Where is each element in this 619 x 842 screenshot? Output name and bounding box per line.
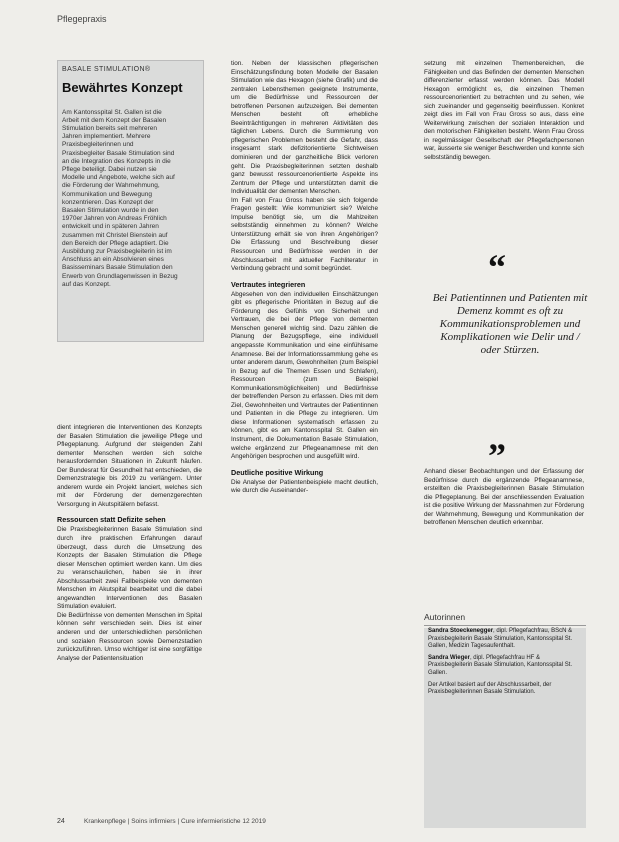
col3-paragraph-1: setzung mit einzelnen Themenbereichen, die Fähigkeiten und das Befinden der dementen Menschen differenzierter erfasst werden können. Das Modell Hexagon ermöglicht es, die einzelnen Themen ressourcenorientiert zu betrachten und zu sehen, wie sich zueinander und gegenseitig beeinflussen. Konkret zeigt dies im Fall von Frau Gross so aus, dass eine Weiterwirkung zwischen der sozialen Interaktion und den motorischen Fähigkeiten besteht. Wenn Frau Gross in regelmässiger Gesellschaft der Pflegefachpersonen war, äusserte sie weniger Beschwerden und konnte sich selbstständig bewegen.	[424, 60, 584, 162]
author-1-name: Sandra Stoeckenegger	[428, 628, 494, 634]
author-2	[424, 655, 586, 678]
authors-title: Autorinnen	[424, 612, 466, 622]
column-2	[231, 60, 378, 496]
col2-paragraph-4: Die Analyse der Patientenbeispiele macht deutlich, wie durch die Auseinander-	[231, 478, 378, 495]
col2-heading-2: Deutliche positive Wirkung	[231, 467, 324, 477]
author-2-name: Sandra Wieger	[428, 654, 470, 661]
authors-note: Der Artikel basiert auf der Abschlussarbeit, der Praxisbegleiterinnen Basale Stimulation.	[428, 681, 552, 696]
column-3-lower	[424, 468, 584, 528]
pull-quote: Bei Patientinnen und Patienten mit Demenz kommt es oft zu Kommunikationsproblemen und Komplikationen wie Delir und / oder Stürzen.	[432, 292, 588, 356]
box-kicker: BASALE STIMULATION®	[62, 66, 151, 73]
section-header: Pflegepraxis	[57, 14, 107, 24]
footer-magazine: Krankenpflege | Soins infirmiers | Cure infermieristiche 12 2019	[84, 818, 266, 825]
col1-paragraph-1: dient integrieren die Interventionen des Konzepts der Basalen Stimulation die jeweilige Pflege und Pflegeplanung. Aufgrund der steigenden Zahl dementer Menschen werden sich solche herausfordernden Situationen in Zukunft häufen. Der Bundesrat für Gesundheit hat entschieden, die Demenzstrategie bis 2019 zu verlängern. Unter anderem wurde ein Projekt lanciert, welches sich mit der Förderung der demenzgerechten Versorgung in Akutspitälern befasst.	[57, 424, 202, 508]
authors-divider	[424, 625, 586, 626]
quote-open-mark: “	[488, 247, 506, 287]
col2-paragraph-3: Abgesehen von den individuellen Einschätzungen gibt es pflegerische Prioritäten in Bezug auf die Förderung des Gefühls von Sicherheit und Vertrauen, die bei der Pflege von dementen Menschen generell wichtig sind. Dazu zählen die Planung der Bezugspflege, eine individuell angepasste Kommunikation und eine einfühlsame Anamnese. Bei der Informationssammlung gehe es unter anderem darum, Gewohnheiten (zum Beispiel in Bezug auf die Themen Essen und Schlafen), Ressourcen (zum Beispiel Kommunikationsmöglichkeiten) und Bedürfnisse der betreffenden Person zu erfassen. Dies mit dem Ziel, Gewohnheiten und Vertrautes der Patientinnen und Patienten in die Pflege zu integrieren. Um diese Informationen systematisch erfassen zu können, gibt es am Kantonsspital St. Gallen ein Instrument, die Dokumentation Basale Stimulation, welche ergänzend zur Pflegeanamnese mit den Angehörigen besprochen und ausgefüllt wird.	[231, 290, 378, 461]
column-1	[57, 424, 202, 663]
author-2-text: , dipl. Pflegefachfrau HF & Praxisbegleiterin Basale Stimulation, Kantonsspital St. Gallen.	[428, 654, 573, 676]
page-number: 24	[57, 818, 65, 825]
col3-paragraph-2: Anhand dieser Beobachtungen und der Erfassung der Bedürfnisse durch die ergänzende Pflegeanamnese, erstellten die Praxisbegleiterinnen Basale Stimulation die Pflegeplanung. Bei der anschliessenden Evaluation ist die positive Wirkung der Massnahmen zur Förderung der Wahrnehmung, Bewegung und Kommunikation der betroffenen Menschen deutlich erkennbar.	[424, 468, 584, 527]
quote-close-mark: ”	[488, 436, 506, 476]
col1-paragraph-2: Die Praxisbegleiterinnen Basale Stimulation sind durch ihre praktischen Erfahrungen darauf überzeugt, dass durch die Umsetzung des Konzepts der Basalen Stimulation die Pflege dieser Menschen optimiert werden kann. Um dies zu veranschaulichen, haben sie in ihrer Abschlussarbeit zwei Fallbeispiele von dementen Menschen im Akutspital bearbeitet und die dabei angewandten Interventionen des Basalen Stimulation evaluiert.	[57, 526, 202, 611]
col2-heading-1: Vertrautes integrieren	[231, 279, 306, 289]
col2-paragraph-2: Im Fall von Frau Gross haben sie sich folgende Fragen gestellt: Wie kommuniziert sie? Welche Impulse benötigt sie, um die Mahlzeiten selbstständig einnehmen zu können? Welche Unterstützung erhält sie von ihren Angehörigen? Die Erfassung und Beschreibung dieser Ressourcen und Bedürfnisse werden in der Abschlussarbeit mit aktueller Fachliteratur in Verbindung gebracht und somit begründet.	[231, 196, 378, 273]
authors-box	[424, 628, 586, 828]
column-3	[424, 60, 584, 163]
box-intro: Am Kantonsspital St. Gallen ist die Arbeit mit dem Konzept der Basalen Stimulation bereits seit mehreren Jahren implementiert. Mehrere Praxisbegleiterinnen und Praxisbegleiter Basale Stimulation sind an die Integration des Konzepts in die Pflege beteiligt. Dabei nutzen sie Modelle und Angebote, welche sich auf die Förderung der Wahrnehmung, Kommunikation und Bewegung konzentrieren. Das Konzept der Basalen Stimulation wurde in den 1970er Jahren von Andreas Fröhlich entwickelt und in späteren Jahren zusammen mit Christel Bienstein auf den Bereich der Pflege adaptiert. Die Ausbildung zur Praxisbegleiterin ist im Anschluss an ein Absolvieren eines Basisseminars Basale Stimulation den Erwerb von Grundlagenwissen in Bezug auf das Konzept.	[62, 108, 178, 288]
box-title: Bewährtes Konzept	[62, 80, 183, 95]
col1-heading: Ressourcen statt Defizite sehen	[57, 515, 166, 525]
author-1-text: , dipl. Pflegefachfrau, BScN & Praxisbegleiterin Basale Stimulation, Kantonsspital St. Gallen, Medizin Tagesaufenthalt.	[428, 628, 573, 650]
col2-paragraph-1: tion. Neben der klassischen pflegerischen Einschätzungsfindung boten Modelle der Basalen Stimulation wie das Hexagon (siehe Grafik) und die zentralen Lebensthemen geeignete Instrumente, um die Bedürfnisse und Ressourcen der betroffenen Personen aufzuzeigen. Bei dementen Menschen besteht oft erhebliche Beeinträchtigungen in mehreren Aktivitäten des täglichen Lebens. Durch die Summierung von pflegerischen Problemen besteht die Gefahr, dass insgesamt stark defizitorientierte Sichtweisen dominieren und der ganzheitliche Blick verloren geht. Die Praxisbegleiterinnen setzten deshalb ganz bewusst ressourcenorientierte Aspekte ins Zentrum der Pflege und unterstützten damit die Individualität der dementen Menschen.	[231, 60, 378, 196]
col1-paragraph-3: Die Bedürfnisse von dementen Menschen im Spital können sehr verschieden sein. Dies ist einer anderen und der unterschiedlichen persönlichen und sozialen Ressourcen sowie Demenzstadien zurückzuführen. Umso wichtiger ist eine sorgfältige Analyse der Patientensituation	[57, 611, 202, 662]
author-1	[424, 628, 586, 651]
